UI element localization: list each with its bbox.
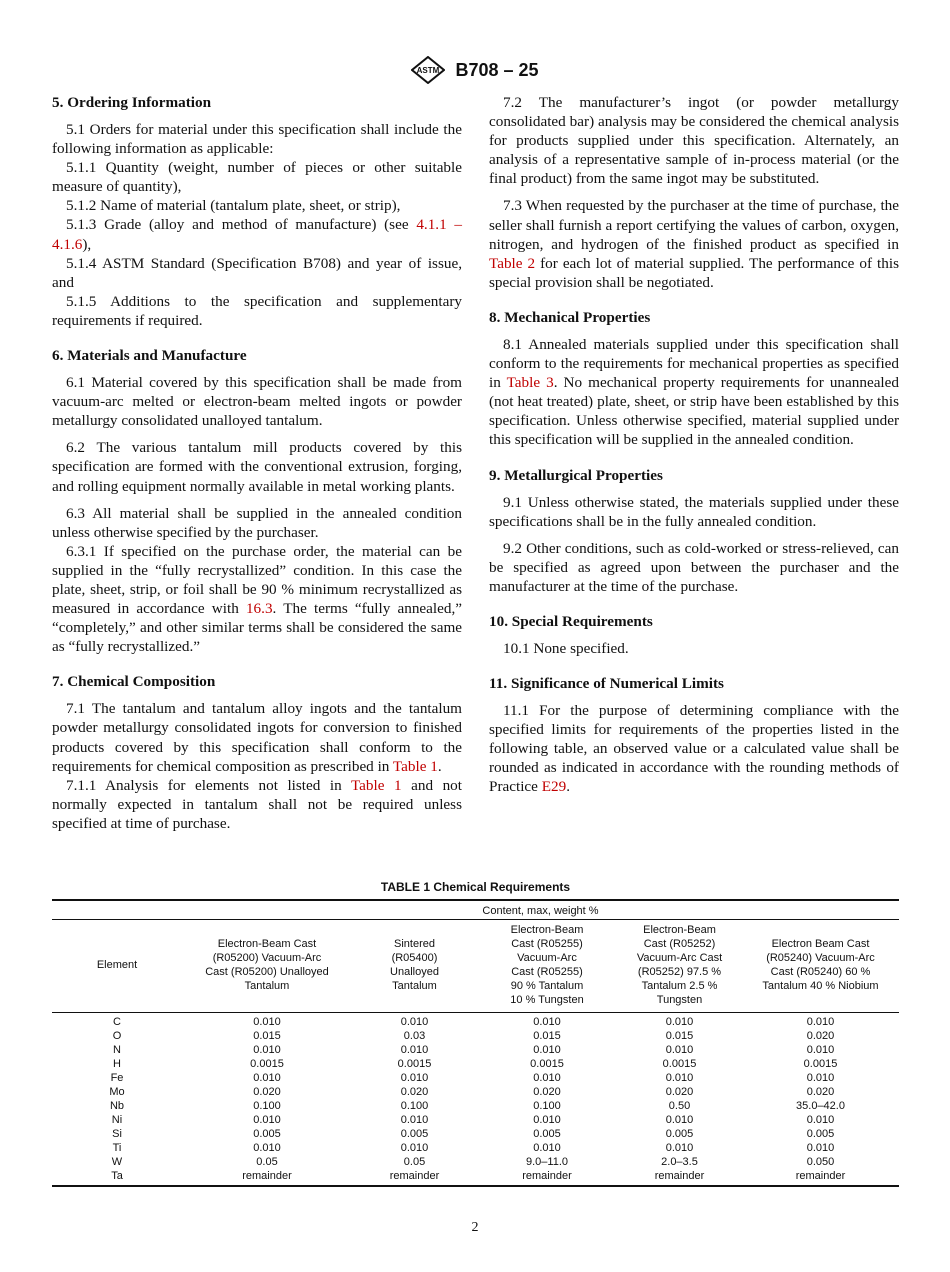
element-cell: W [111, 1156, 123, 1168]
paragraph [52, 438, 462, 495]
chemical-requirements-table [52, 880, 899, 1187]
section-heading [52, 93, 462, 112]
text-run: 5.1.5 Additions to the specification and supplementary requirements if required. [52, 292, 462, 329]
value-cell: 0.010 [400, 1142, 429, 1154]
value-cell: 0.010 [533, 1016, 561, 1028]
value-cell: 0.005 [253, 1128, 281, 1140]
paragraph [489, 335, 899, 450]
text-run: 6.3 All material shall be supplied in the annealed condition unless otherwise specified by the purchaser. [52, 504, 462, 541]
text-run: 7.2 The manufacturer’s ingot (or powder metallurgy consolidated bar) analysis may be considered the chemical analysis for products supplied under this specification. Alternately, an analysis of a representative sample of in-process material (or the final product) from the same ingot may be substituted. [489, 94, 899, 188]
value-cell: 0.010 [400, 1114, 429, 1126]
value-cell: 0.010 [806, 1114, 835, 1126]
text-run: 9.1 Unless otherwise stated, the materials supplied under these specifications shall be in the fully annealed condition. [489, 493, 899, 530]
value-cell: 0.010 [253, 1016, 281, 1028]
text-run: 7.3 When requested by the purchaser at the time of purchase, the seller shall furnish a report certifying the values of carbon, oxygen, nitrogen, and hydrogen of the finished product as specified in [489, 197, 899, 253]
column-header: Electron-Beam Cast (R05255) Vacuum-Arc Cast (R05255) 90 % Tantalum 10 % Tungsten [477, 920, 617, 1013]
value-cell: remainder [617, 1169, 742, 1186]
section-heading [489, 674, 899, 693]
value-cell: remainder [742, 1169, 899, 1186]
value-cell: 0.020 [400, 1086, 429, 1098]
value-cell: 0.005 [665, 1128, 694, 1140]
value-cell: 0.020 [533, 1086, 561, 1098]
cross-reference-link[interactable]: Table 1 [350, 776, 402, 794]
section-heading [52, 346, 462, 365]
paragraph [489, 639, 899, 658]
value-cell: 0.010 [253, 1044, 281, 1056]
value-cell: remainder [352, 1169, 477, 1186]
cross-reference-link[interactable]: 16.3 [245, 600, 273, 618]
value-cell: 0.0015 [397, 1058, 432, 1070]
element-cell: Fe [110, 1072, 124, 1084]
value-cell: 0.010 [533, 1072, 561, 1084]
paragraph [52, 196, 462, 215]
paragraph [489, 493, 899, 531]
value-cell: 0.010 [806, 1142, 835, 1154]
column-header: Electron Beam Cast (R05240) Vacuum-Arc Cast (R05240) 60 % Tantalum 40 % Niobium [742, 920, 899, 1013]
element-cell: Ta [52, 1169, 182, 1186]
value-cell: 0.020 [253, 1086, 281, 1098]
value-cell: 0.010 [253, 1114, 281, 1126]
text-run: 5.1 Orders for material under this specification shall include the following information as applicable: [52, 121, 462, 158]
value-cell: 0.020 [806, 1086, 835, 1098]
element-cell: Si [112, 1128, 122, 1140]
value-cell: 0.0015 [662, 1058, 697, 1070]
text-run: 9.2 Other conditions, such as cold-worked or stress-relieved, can be specified as agreed upon between the purchaser and the manufacturer at the time of the purchase. [489, 539, 899, 595]
value-cell: 0.010 [665, 1016, 694, 1028]
element-cell: Ni [111, 1114, 123, 1126]
astm-logo-icon [411, 56, 445, 84]
value-cell: 0.05 [403, 1156, 426, 1168]
text-run: 8.1 Annealed materials supplied under this specification shall conform to the requirements for mechanical properties as specified in [489, 335, 899, 392]
column-header: Electron-Beam Cast (R05252) Vacuum-Arc Cast (R05252) 97.5 % Tantalum 2.5 % Tungsten [617, 920, 742, 1013]
text-run: 10. Special Requirements [489, 612, 653, 630]
text-run: 8. Mechanical Properties [489, 308, 651, 326]
value-cell: 0.015 [665, 1030, 694, 1042]
value-cell: 0.0015 [530, 1058, 564, 1070]
text-run: 11.1 For the purpose of determining compliance with the specified limits for requirements of the properties listed in the following table, an observed value or a calculated value shall be rounded as indicated in accordance with the rounding methods of Practice [489, 702, 899, 796]
paragraph [52, 292, 462, 330]
table-row [52, 1029, 899, 1043]
value-cell: 0.010 [400, 1044, 429, 1056]
text-run: 5. Ordering Information [52, 94, 212, 111]
value-cell: 0.0015 [250, 1058, 284, 1070]
designation: B708 – 25 [455, 59, 539, 80]
cross-reference-link[interactable]: Table 2 [489, 254, 536, 272]
value-cell: 0.010 [400, 1072, 429, 1084]
cross-reference-link[interactable]: E29 [541, 778, 567, 796]
value-cell: 0.010 [806, 1016, 835, 1028]
paragraph [52, 504, 462, 542]
section-heading [489, 612, 899, 631]
text-run: for each lot of material supplied. The performance of this special provision shall be negotiated. [489, 254, 899, 291]
value-cell: 0.010 [665, 1114, 694, 1126]
text-run: ), [82, 235, 92, 253]
value-cell: 0.100 [400, 1100, 429, 1112]
value-cell: remainder [182, 1169, 352, 1186]
value-cell: 0.015 [533, 1030, 561, 1042]
paragraph [52, 120, 462, 158]
paragraph [52, 373, 462, 430]
value-cell: 0.010 [665, 1142, 694, 1154]
text-run: . The terms “fully annealed,” “completely,” and other similar terms shall be considered the same as “fully recrystallized.” [52, 600, 462, 656]
paragraph [52, 776, 462, 833]
value-cell: 0.010 [533, 1142, 561, 1154]
element-cell: H [113, 1058, 121, 1070]
table-row [52, 1141, 899, 1155]
text-run: 5.1.1 Quantity (weight, number of pieces or other suitable measure of quantity), [52, 159, 462, 196]
column-header: Electron-Beam Cast (R05200) Vacuum-Arc Cast (R05200) Unalloyed Tantalum [182, 920, 352, 1013]
table-row [52, 1113, 899, 1127]
value-cell: 0.010 [253, 1072, 281, 1084]
element-cell: C [113, 1016, 121, 1028]
value-cell: 0.010 [806, 1072, 835, 1084]
value-cell: 0.050 [806, 1156, 835, 1168]
value-cell: 0.03 [403, 1030, 426, 1042]
text-run: 7.1 The tantalum and tantalum alloy ingots and the tantalum powder metallurgy consolidated ingots for conversion to finished products covered by this specification shall conform to the requirements for chemical composition as prescribed in [52, 700, 462, 775]
text-run: 11. Significance of Numerical Limits [489, 675, 724, 693]
text-run: . No mechanical property requirements for unannealed (not heat treated) plate, sheet, or strip have been established by this specification. Unless otherwise specified, material supplied under this specification will be supplied in the annealed condition. [489, 374, 899, 449]
table-row [52, 1043, 899, 1057]
element-cell: Nb [109, 1100, 125, 1112]
value-cell: 0.005 [400, 1128, 429, 1140]
value-cell: 0.020 [665, 1086, 694, 1098]
table-row [52, 1013, 899, 1030]
value-cell: 0.010 [533, 1044, 561, 1056]
value-cell: 0.05 [256, 1156, 278, 1168]
text-run: 6.1 Material covered by this specification shall be made from vacuum-arc melted or electron-beam melted ingots or powder metallurgy consolidated unalloyed tantalum. [52, 374, 462, 430]
value-cell: 0.010 [253, 1142, 281, 1154]
value-cell: 35.0–42.0 [796, 1100, 845, 1112]
value-cell: 0.100 [253, 1100, 281, 1112]
column-header: Sintered (R05400) Unalloyed Tantalum [352, 920, 477, 1013]
value-cell: 0.50 [668, 1100, 691, 1112]
table-row [52, 1169, 899, 1186]
value-cell: 0.005 [533, 1128, 561, 1140]
column-header: Element [52, 920, 182, 1013]
paragraph [52, 699, 462, 775]
paragraph [52, 542, 462, 657]
value-cell: remainder [477, 1169, 617, 1186]
paragraph [489, 701, 899, 796]
table-row [52, 1155, 899, 1169]
value-cell: 0.010 [533, 1114, 561, 1126]
paragraph [489, 196, 899, 291]
section-heading [489, 308, 899, 327]
section-heading [489, 466, 899, 485]
text-run: 7. Chemical Composition [52, 673, 216, 691]
cross-reference-link[interactable]: Table 1 [392, 757, 438, 775]
paragraph [52, 254, 462, 292]
table-title: TABLE 1 Chemical Requirements [380, 880, 571, 894]
span-header: Content, max, weight % [182, 900, 899, 920]
value-cell: 0.0015 [803, 1058, 838, 1070]
element-cell: N [113, 1044, 121, 1056]
value-cell: 0.015 [253, 1030, 281, 1042]
value-cell: 2.0–3.5 [661, 1156, 698, 1168]
text-run: and not normally expected in tantalum shall not be required unless specified at time of purchase. [52, 776, 462, 832]
value-cell: 0.005 [806, 1128, 835, 1140]
text-run: . [437, 757, 442, 775]
text-run: 10.1 None specified. [503, 639, 629, 657]
value-cell: 0.010 [806, 1044, 835, 1056]
table-row [52, 1071, 899, 1085]
section-heading [52, 672, 462, 691]
value-cell: 0.010 [400, 1016, 429, 1028]
value-cell: 0.010 [665, 1044, 694, 1056]
paragraph [52, 215, 462, 253]
paragraph [489, 539, 899, 596]
page-number: 2 [471, 1220, 479, 1235]
left-column [52, 93, 462, 833]
paragraph [489, 93, 899, 188]
svg-text:ASTM: ASTM [417, 66, 440, 75]
text-run: 9. Metallurgical Properties [489, 466, 663, 484]
element-cell: Ti [112, 1142, 122, 1154]
text-run: 6.2 The various tantalum mill products covered by this specification are formed with the conventional extrusion, forging, and rolling equipment normally available in metal working plants. [52, 439, 462, 495]
element-cell: Mo [109, 1086, 125, 1098]
text-run: 5.1.4 ASTM Standard (Specification B708) and year of issue, and [52, 254, 462, 291]
value-cell: 9.0–11.0 [525, 1156, 568, 1168]
text-run: 6.3.1 If specified on the purchase order, the material can be supplied in the “fully recrystallized” condition. In this case the plate, sheet, strip, or foil shall be 90 % minimum recrystallized as measured in accordance with [52, 542, 462, 618]
page-header [0, 56, 950, 84]
cross-reference-link[interactable]: 4.1.1 – 4.1.6 [52, 216, 463, 253]
text-run: 6. Materials and Manufacture [52, 347, 247, 365]
paragraph [52, 158, 462, 196]
element-cell: O [112, 1030, 122, 1042]
value-cell: 0.010 [665, 1072, 694, 1084]
text-run: . [566, 778, 570, 796]
value-cell: 0.020 [806, 1030, 835, 1042]
cross-reference-link[interactable]: Table 3 [506, 374, 554, 392]
text-run: 5.1.2 Name of material (tantalum plate, sheet, or strip), [66, 197, 401, 215]
right-column [489, 93, 899, 797]
table-row [52, 1127, 899, 1141]
text-run: 5.1.3 Grade (alloy and method of manufacture) (see [66, 216, 417, 234]
table-row [52, 1085, 899, 1099]
value-cell: 0.100 [533, 1100, 561, 1112]
text-run: 7.1.1 Analysis for elements not listed in [66, 776, 351, 794]
table-row [52, 1099, 899, 1113]
table-row [52, 1057, 899, 1071]
